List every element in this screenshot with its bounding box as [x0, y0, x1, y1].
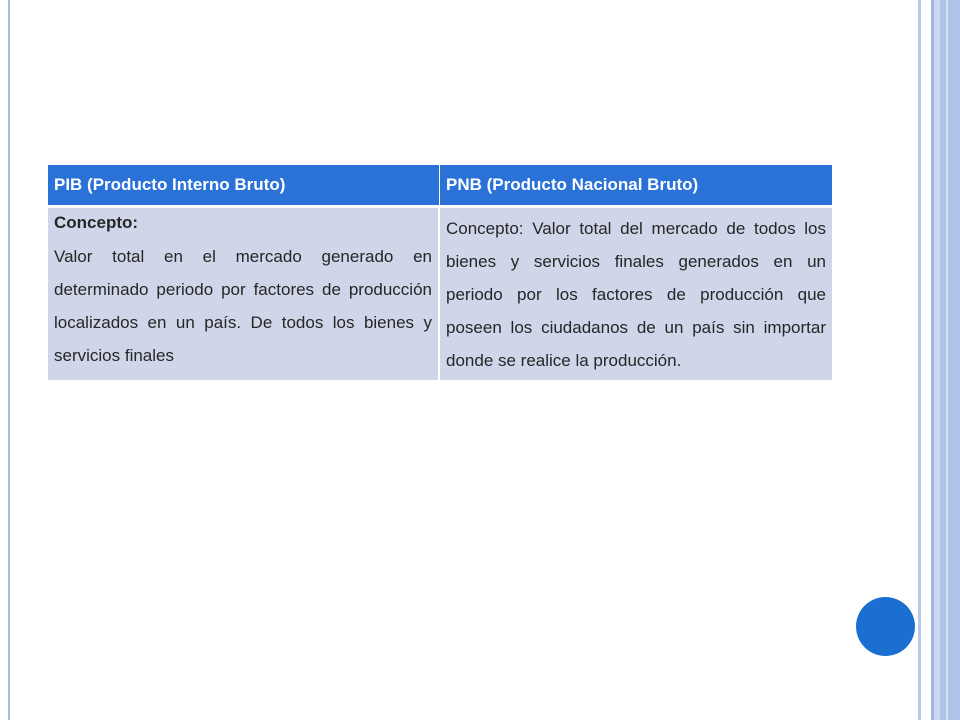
decorative-circle: [856, 597, 915, 656]
right-frame-gap: [921, 0, 931, 720]
comparison-table: [48, 165, 832, 380]
left-border-line: [8, 0, 10, 720]
pib-concept-text: Valor total en el mercado generado en determinado periodo por factores de producción localizados en un país. De todos los bienes y servicios finales: [54, 247, 432, 365]
table-header-row: [48, 165, 832, 208]
pib-concept-label: Concepto:: [54, 213, 139, 232]
right-frame-highlight: [946, 0, 948, 720]
header-pib: PIB (Producto Interno Bruto): [48, 165, 440, 208]
table-row: [48, 208, 832, 380]
header-pnb: PNB (Producto Nacional Bruto): [440, 165, 832, 208]
pnb-concept-cell: [440, 208, 832, 380]
right-frame-band: [940, 0, 960, 720]
pnb-concept-text: Concepto: Valor total del mercado de todos los bienes y servicios finales generados en un periodo por los factores de producción que poseen los ciudadanos de un país sin importar donde se realice la producción.: [446, 219, 826, 370]
pib-concept-cell: [48, 208, 440, 380]
